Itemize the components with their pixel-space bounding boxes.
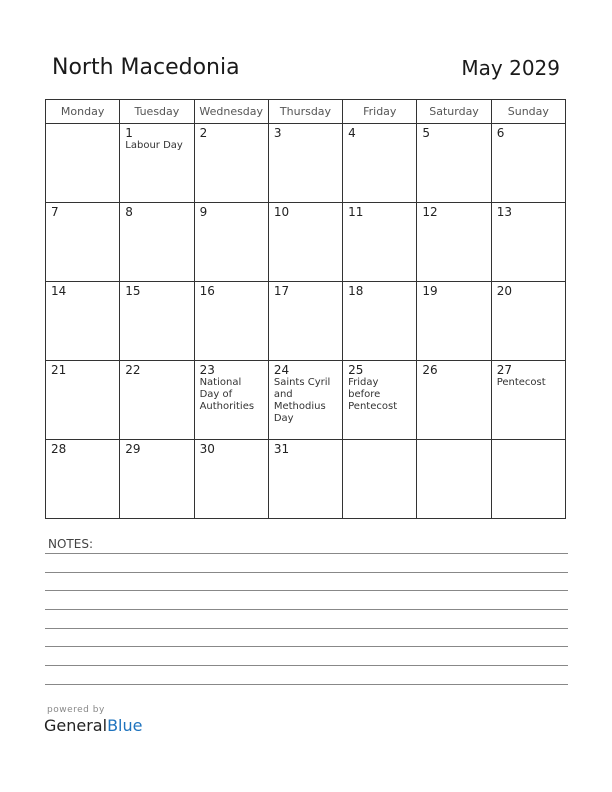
day-number: 19 bbox=[422, 284, 438, 298]
day-number: 5 bbox=[422, 126, 431, 140]
weekday-header-row bbox=[46, 100, 566, 124]
powered-by-text: powered by bbox=[47, 705, 105, 715]
day-cell bbox=[343, 440, 417, 519]
day-number: 9 bbox=[199, 205, 208, 219]
day-cell bbox=[46, 282, 120, 361]
day-cell bbox=[343, 282, 417, 361]
day-cell bbox=[268, 203, 342, 282]
day-cell bbox=[343, 361, 417, 440]
day-cell bbox=[120, 361, 194, 440]
weekday-tuesday: Tuesday bbox=[120, 100, 194, 124]
day-cell bbox=[194, 203, 268, 282]
day-cell bbox=[120, 124, 194, 203]
holiday-event: National Day of Authorities bbox=[199, 377, 255, 412]
weekday-wednesday: Wednesday bbox=[194, 100, 268, 124]
weekday-monday: Monday bbox=[46, 100, 120, 124]
note-line bbox=[45, 665, 568, 666]
day-cell bbox=[417, 203, 491, 282]
week-row bbox=[46, 440, 566, 519]
day-cell bbox=[491, 361, 565, 440]
day-cell bbox=[194, 440, 268, 519]
day-number: 28 bbox=[51, 442, 67, 456]
day-cell bbox=[46, 124, 120, 203]
country-title: North Macedonia bbox=[52, 55, 240, 80]
holiday-event: Friday before Pentecost bbox=[348, 377, 398, 412]
brand-general: General bbox=[44, 716, 108, 735]
day-number: 27 bbox=[496, 363, 512, 377]
holiday-event: Pentecost bbox=[496, 377, 546, 388]
day-cell bbox=[120, 203, 194, 282]
day-number: 16 bbox=[199, 284, 215, 298]
week-row bbox=[46, 361, 566, 440]
day-number: 21 bbox=[51, 363, 67, 377]
day-number: 15 bbox=[125, 284, 141, 298]
note-line bbox=[45, 628, 568, 629]
weekday-friday: Friday bbox=[343, 100, 417, 124]
note-line bbox=[45, 590, 568, 591]
note-line bbox=[45, 646, 568, 647]
day-cell bbox=[268, 124, 342, 203]
day-cell bbox=[491, 440, 565, 519]
day-number: 11 bbox=[348, 205, 364, 219]
week-row bbox=[46, 282, 566, 361]
calendar-grid bbox=[45, 99, 566, 519]
day-number: 12 bbox=[422, 205, 438, 219]
holiday-event: Saints Cyril and Methodius Day bbox=[273, 377, 331, 424]
day-cell bbox=[120, 282, 194, 361]
day-number: 23 bbox=[199, 363, 215, 377]
day-cell bbox=[194, 282, 268, 361]
brand-logo bbox=[44, 716, 142, 735]
day-number: 31 bbox=[273, 442, 290, 456]
week-row bbox=[46, 203, 566, 282]
day-number: 3 bbox=[273, 126, 282, 140]
day-number: 4 bbox=[348, 126, 356, 140]
day-cell bbox=[194, 124, 268, 203]
day-cell bbox=[46, 203, 120, 282]
notes-label: NOTES: bbox=[48, 537, 93, 551]
day-number: 2 bbox=[199, 126, 208, 140]
holiday-event: Labour Day bbox=[125, 140, 183, 151]
day-cell bbox=[46, 361, 120, 440]
day-number: 7 bbox=[51, 205, 59, 219]
day-cell bbox=[491, 282, 565, 361]
day-number: 1 bbox=[125, 126, 133, 140]
day-cell bbox=[268, 440, 342, 519]
note-line bbox=[45, 609, 568, 610]
day-number: 20 bbox=[496, 284, 512, 298]
weekday-sunday: Sunday bbox=[491, 100, 565, 124]
day-number: 18 bbox=[348, 284, 364, 298]
day-cell bbox=[417, 124, 491, 203]
day-cell bbox=[194, 361, 268, 440]
day-number: 22 bbox=[125, 363, 141, 377]
day-number: 26 bbox=[422, 363, 438, 377]
day-number: 30 bbox=[199, 442, 215, 456]
day-cell bbox=[268, 361, 342, 440]
weekday-thursday: Thursday bbox=[268, 100, 342, 124]
weekday-saturday: Saturday bbox=[417, 100, 491, 124]
day-number: 10 bbox=[273, 205, 290, 219]
day-cell bbox=[343, 124, 417, 203]
day-number: 29 bbox=[125, 442, 141, 456]
week-row bbox=[46, 124, 566, 203]
brand-blue: Blue bbox=[107, 716, 143, 735]
day-cell bbox=[491, 124, 565, 203]
day-number: 8 bbox=[125, 205, 133, 219]
month-year-title: May 2029 bbox=[461, 56, 560, 80]
day-cell bbox=[343, 203, 417, 282]
day-cell bbox=[268, 282, 342, 361]
day-cell bbox=[491, 203, 565, 282]
day-cell bbox=[417, 282, 491, 361]
day-cell bbox=[120, 440, 194, 519]
day-number: 6 bbox=[496, 126, 505, 140]
day-number: 13 bbox=[496, 205, 512, 219]
day-number: 17 bbox=[273, 284, 290, 298]
day-cell bbox=[417, 361, 491, 440]
day-cell bbox=[46, 440, 120, 519]
day-cell bbox=[417, 440, 491, 519]
note-line bbox=[45, 572, 568, 573]
note-line bbox=[45, 553, 568, 554]
note-line bbox=[45, 684, 568, 685]
day-number: 24 bbox=[273, 363, 290, 377]
day-number: 14 bbox=[51, 284, 67, 298]
day-number: 25 bbox=[348, 363, 364, 377]
